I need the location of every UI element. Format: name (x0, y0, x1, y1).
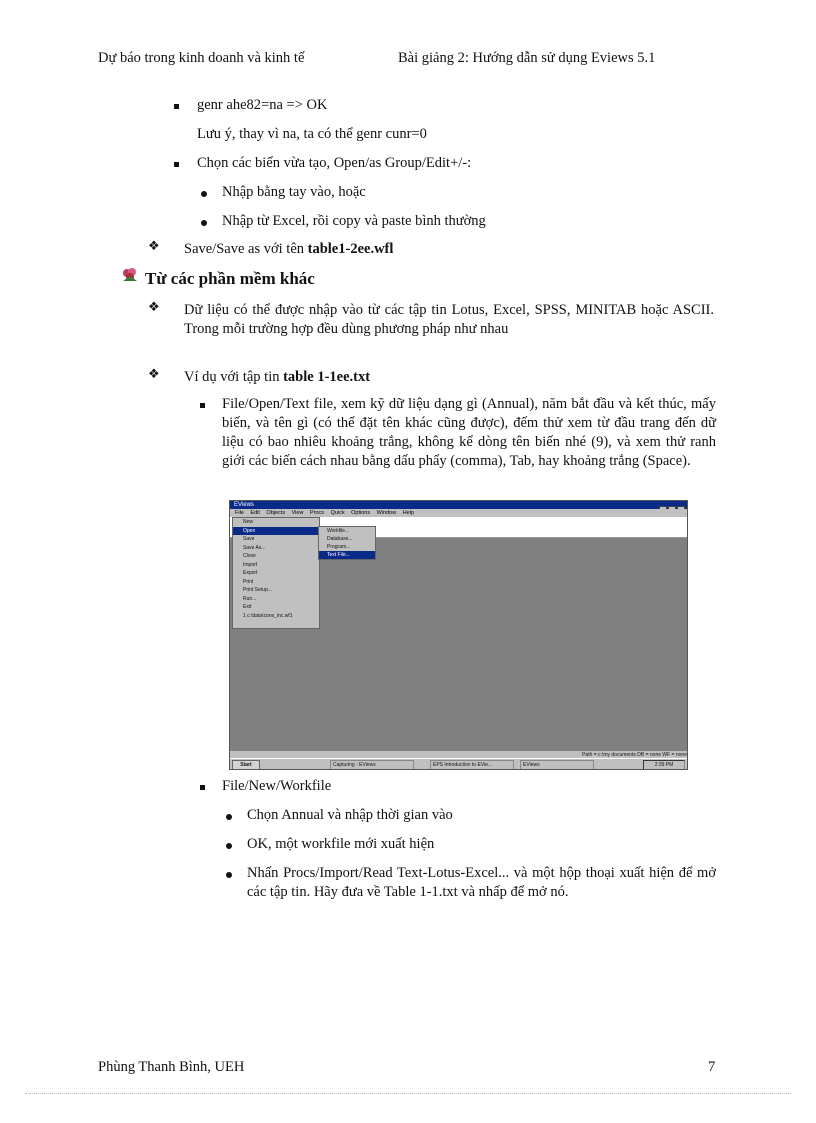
menu-options: Options (351, 510, 371, 516)
submenu-item-selected: Text File... (319, 551, 375, 559)
file-menu-item: Import (243, 561, 258, 568)
example-filename: table 1-1ee.txt (283, 369, 371, 385)
eviews-screenshot (229, 500, 688, 770)
square-bullet-icon (174, 162, 179, 167)
submenu-item: Workfile... (327, 528, 350, 534)
file-menu-item: Print Setup... (243, 587, 272, 593)
dot-bullet-icon (201, 191, 207, 197)
choose-line: Chọn các biến vừa tạo, Open/as Group/Edit+/-: (197, 155, 472, 171)
eviews-title: EViews (234, 502, 254, 508)
taskbar-item: EViews (520, 760, 594, 770)
file-menu-dropdown (232, 517, 320, 629)
file-menu-item: Print (243, 578, 254, 585)
page-number: 7 (708, 1059, 716, 1075)
file-menu-item: Exit (243, 604, 252, 610)
file-menu-item: 1 c:\data\cons_inc.wf1 (243, 612, 293, 619)
window-buttons (658, 502, 685, 508)
annual-line: Chọn Annual và nhập thời gian vào (247, 807, 453, 823)
footer-author: Phùng Thanh Bình, UEH (98, 1059, 245, 1075)
open-submenu (318, 526, 376, 560)
file-menu-item-selected: Open (233, 527, 319, 536)
manual-line: Nhập bằng tay vào, hoặc (222, 184, 366, 200)
diamond-bullet-icon: ❖ (148, 300, 160, 315)
dot-bullet-icon (201, 220, 207, 226)
status-bar: Path = c:\my documents DB = none WF = none (230, 751, 687, 759)
submenu-item: Program... (327, 544, 351, 550)
new-workfile-line: File/New/Workfile (222, 778, 332, 794)
file-menu-item: Close (243, 553, 256, 559)
start-button: Start (232, 760, 260, 770)
genr-line: genr ahe82=na => OK (197, 97, 328, 113)
page-divider (25, 1093, 791, 1094)
example-line (184, 368, 370, 387)
menu-file: File (235, 510, 244, 516)
diamond-bullet-icon: ❖ (148, 367, 160, 382)
ok-new-line: OK, một workfile mới xuất hiện (247, 836, 435, 852)
excel-line: Nhập từ Excel, rồi copy và paste bình thường (222, 213, 486, 229)
menu-help: Help (402, 510, 415, 516)
open-text-paragraph: File/Open/Text file, xem kỹ dữ liệu dạng gì (Annual), năm bắt đầu và kết thúc, mấy biến, và tên gì (có thể đặt tên khác cũng được), đếm thử xem từ đầu trang đến dữ liệu có bao nhiêu khoảng trắng, không kể dòng tên biến nhé (9), và xem thử ranh giới các biến cách nhau bằng dấu phẩy (comma), Tab, hay khoảng trắng (Space). (222, 396, 716, 469)
taskbar-clock: 2:39 PM (643, 760, 685, 770)
menu-window: Window (376, 510, 397, 516)
file-menu-item: Export (243, 570, 258, 576)
menu-quick: Quick (330, 510, 345, 516)
example-prefix: Ví dụ với tập tin (184, 369, 284, 385)
file-menu-item: Run... (243, 595, 257, 602)
dot-bullet-icon (226, 843, 232, 849)
diamond-bullet-icon: ❖ (148, 239, 160, 254)
taskbar-item: Capturing - EViews (330, 760, 414, 770)
eviews-menubar (230, 509, 687, 517)
header-left: Dự báo trong kinh doanh và kinh tế (98, 50, 305, 66)
square-bullet-icon (200, 403, 205, 408)
file-menu-item: Save (243, 536, 255, 542)
import-desc: Dữ liệu có thể được nhập vào từ các tập tin Lotus, Excel, SPSS, MINITAB hoặc ASCII. Trong mỗi trường hợp đều dùng phương pháp như nhau (184, 302, 714, 337)
dot-bullet-icon (226, 872, 232, 878)
save-line (184, 240, 393, 259)
taskbar-item: EPS Introduction to EVie... (430, 760, 514, 770)
file-menu-item: New (243, 519, 254, 525)
taskbar (230, 758, 687, 769)
square-bullet-icon (174, 104, 179, 109)
section-heading: Từ các phần mềm khác (145, 269, 315, 288)
dot-bullet-icon (226, 814, 232, 820)
square-bullet-icon (200, 785, 205, 790)
header-right: Bài giảng 2: Hướng dẫn sử dụng Eviews 5.1 (398, 50, 656, 66)
save-prefix: Save/Save as với tên (184, 241, 308, 257)
save-filename: table1-2ee.wfl (307, 241, 394, 257)
eviews-titlebar (230, 501, 687, 509)
menu-procs: Procs (309, 510, 325, 516)
submenu-item: Database... (327, 536, 353, 542)
menu-view: View (291, 510, 304, 516)
file-menu-item: Save As... (243, 544, 266, 551)
flower-icon (121, 267, 139, 283)
menu-objects: Objects (266, 510, 286, 516)
menu-edit: Edit (250, 510, 260, 516)
procs-paragraph: Nhấn Procs/Import/Read Text-Lotus-Excel... và một hộp thoại xuất hiện để mở các tập tin. Hãy đưa về Table 1-1.txt và nhấp để mở nó. (247, 865, 716, 900)
note-line: Lưu ý, thay vì na, ta có thể genr cunr=0 (197, 126, 427, 142)
